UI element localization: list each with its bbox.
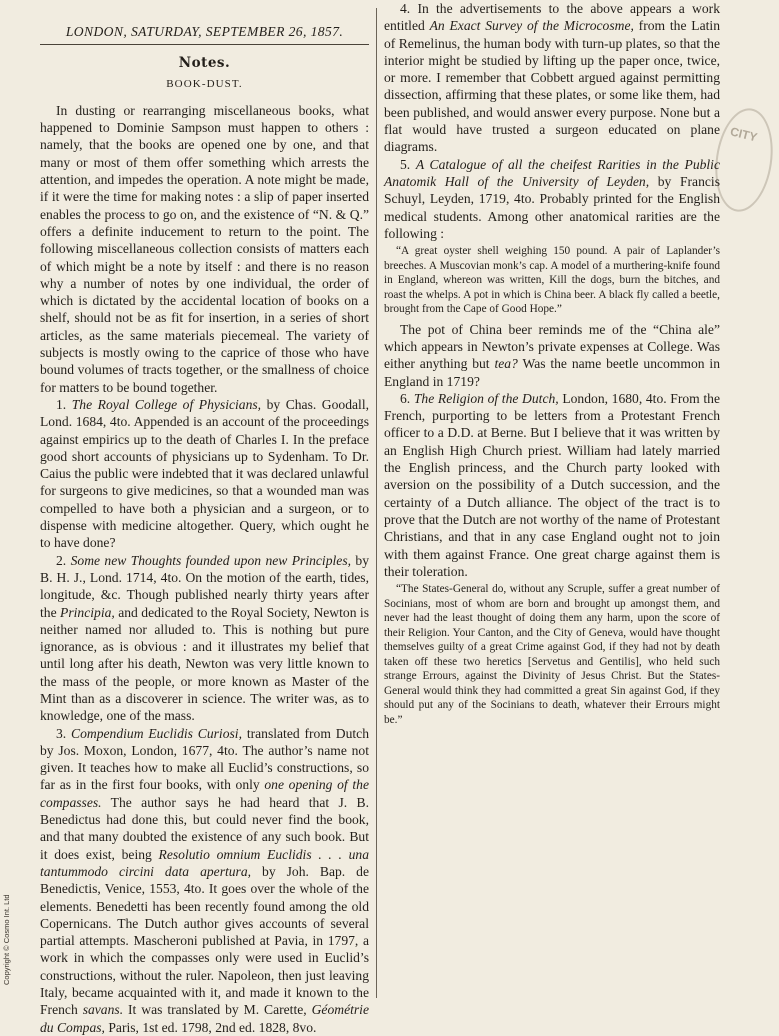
item-4-number: 4.	[400, 1, 411, 16]
item-6-title: The Religion of the Dutch,	[413, 390, 559, 406]
china-text-a: The pot of China beer reminds me of the “China ale” which appears in Newton’s private expenses at College. Was either anything but	[384, 321, 720, 372]
item-3-geometrie: Géométrie du Compas,	[40, 1002, 369, 1035]
item-3-paragraph	[40, 725, 369, 1036]
section-title: Notes.	[178, 55, 231, 72]
item-4-title: An Exact Survey of the Microcosme,	[429, 18, 634, 34]
item-3-text-d: It was translated by M. Carette,	[123, 1002, 312, 1018]
item-5-paragraph	[384, 156, 720, 242]
item-4-paragraph	[384, 0, 720, 156]
item-1-title: The Royal College of Physicians,	[71, 396, 262, 412]
item-6-text: London, 1680, 4to. From the French, purporting to be letters from a Protestant French officer to a D.D. at Berne. But I believe that it was written by an English High Church priest. William had lately married the English princess, and the Church party looked with aversion on the possibility of a Dutch succession, and the certainty of a Dutch alliance. The object of the tract is to prove that the Dutch are not worthy of the name of Protestant Christians, and that in any case England ought not to join with them against France. One great charge against them is their toleration.	[384, 390, 721, 579]
item-6-paragraph	[384, 390, 720, 580]
item-2-text-b: and dedicated to the Royal Society, Newton is neither named nor alluded to. This is nothing but pure ignorance, as is obvious : and it illustrates my belief that until long after his death, Newton was very little known to the mass of the people, or more known as Master of the Mint than as a discoverer in science. The writer was, as to knowledge, one of the mass.	[40, 604, 369, 724]
rarities-quote	[384, 244, 720, 317]
dateline: LONDON, SATURDAY, SEPTEMBER 26, 1857.	[40, 23, 369, 45]
states-general-quote	[384, 582, 720, 727]
china-text-b: Was the name beetle uncommon in England in 1719?	[384, 356, 720, 389]
china-tea: tea?	[494, 356, 518, 372]
item-1-paragraph	[40, 396, 369, 552]
item-5-text: by Francis Schuyl, Leyden, 1719, 4to. Probably printed for the English medical students. Among other anatomical rarities are the following :	[384, 173, 720, 241]
item-3-number: 3.	[56, 725, 67, 741]
item-2-number: 2.	[56, 552, 67, 568]
item-3-title: Compendium Euclidis Curiosi,	[71, 725, 242, 741]
right-column	[384, 0, 720, 988]
item-6-number: 6.	[400, 390, 411, 406]
item-3-opening: one opening of the compasses.	[40, 777, 369, 810]
copyright-notice: Copyright © Cosmo Int. Ltd	[2, 894, 11, 985]
item-3-text-a: translated from Dutch by Jos. Moxon, London, 1677, 4to. The author’s name not given. It teaches how to make all Euclid’s constructions, so far as in the first four books, with only	[40, 725, 369, 793]
section-subtitle: BOOK-DUST.	[166, 77, 243, 90]
intro-paragraph: In dusting or rearranging miscellaneous books, what happened to Dominie Sampson must happen to others : namely, that the books are opened one by one, and that many or most of them offer something which arrests the attention, and impedes the operation. A note might be made, if it were the time for making notes : a slip of paper inserted enables the process to go on, and the existence of “N. & Q.” offers a definite inducement to return to the point. The following miscellaneous collection consists of matters each of which might be a note by itself : and there is no reason why a number of notes by one individual, the order of which is dictated by the accidental location of books on a shelf, should not be as fit for insertion, in a series of short articles, as the same materials piecemeal. The variety of subjects is mostly owing to the caprice of those who have bound volumes of tracts together, or the smallness of choice for matters to be bound together.	[40, 102, 369, 395]
item-1-text: by Chas. Goodall, Lond. 1684, 4to. Appended is an account of the proceedings against empirics up to the death of Charles I. In the preface good short accounts of physicians up to Sydenham. To Dr. Caius the public were indebted that it was declared unlawful for surgeons to give medicines, so that a wounded man was compelled to have both a physician and a surgeon, or to dispense with medicine altogether. Query, which ought he to have done?	[40, 396, 369, 551]
item-3-resolutio: Resolutio omnium Euclidis . . . una tantummodo circini data apertura,	[40, 846, 369, 879]
item-3-text-c: by Joh. Bap. de Benedictis, Venice, 1553, 4to. It goes over the whole of the elements. Benedetti has been recently found among the old Copernicans. The Dutch author gives accounts of several partial attempts. Mascheroni published at Pavia, in 1797, a work in which the compasses only were used in Euclid’s constructions, without the ruler. Napoleon, then just leaving Italy, became acquainted with it, and made it known to the French	[40, 863, 369, 1018]
rarities-quote-text: “A great oyster shell weighing 150 pound. A pair of Laplander’s breeches. A Muscovian monk’s cap. A model of a murthering-knife found in England, whereon was written, Kill the dogs, burn the bitches, and roast the whelps. A pot in which is China beer. A black fly called a beetle, brought from the Cape of Good Hope.”	[384, 245, 720, 316]
item-1-number: 1.	[56, 396, 67, 412]
item-2-paragraph	[40, 552, 369, 725]
item-4-text-b: from the Latin of Remelinus, the human body with turn-up plates, so that the interior might be studied by lifting up the paper once, twice, or more. I remember that Cobbett argued against permitting dissection, affirming that these plates, or some like them, had been published, and would answer every purpose. None but a flat would have trusted a surgeon educated on plane diagrams.	[384, 18, 721, 155]
item-3-text-b: The author says he had heard that J. B. Benedictus had done this, but could never find the book, and that many doubted the existence of any such book. But it does exist, being	[40, 794, 369, 862]
item-2-text-a: by B. H. J., Lond. 1714, 4to. On the motion of the earth, tides, longitude, &c. Though published nearly thirty years after the	[40, 552, 369, 620]
left-column	[40, 0, 369, 1035]
item-3-text-e: Paris, 1st ed. 1798, 2nd ed. 1828, 8vo.	[104, 1019, 317, 1035]
item-2-title: Some new Thoughts founded upon new Principles,	[70, 552, 352, 568]
item-4-text-a: In the advertisements to the above appears a work entitled	[384, 1, 720, 34]
library-stamp-text: CITY	[728, 124, 759, 145]
item-3-savans: savans.	[82, 1002, 124, 1018]
states-general-quote-text: “The States-General do, without any Scruple, suffer a great number of Socinians, most of whom are born and brought up amongst them, and never had the least thought of doing them any harm, upon the score of their Religion. Your Canton, and the City of Geneva, would have thought themselves guilty of a great Crime against God, if they had not by death taken off these two heretics [Servetus and Gentilis], who held such strange Errours, against the Divinity of Jesus Christ. But the States-General would think they had committed a great Sin against God, if they should put any of the Socinians to death, whatever their Errours might be.”	[384, 583, 720, 726]
item-5-title: A Catalogue of all the cheifest Rarities in the Public Anatomik Hall of the University of Leyden,	[384, 156, 720, 189]
china-beer-paragraph	[384, 321, 720, 390]
item-5-number: 5.	[400, 156, 411, 172]
column-divider	[376, 8, 377, 998]
item-2-principia: Principia,	[60, 604, 115, 620]
